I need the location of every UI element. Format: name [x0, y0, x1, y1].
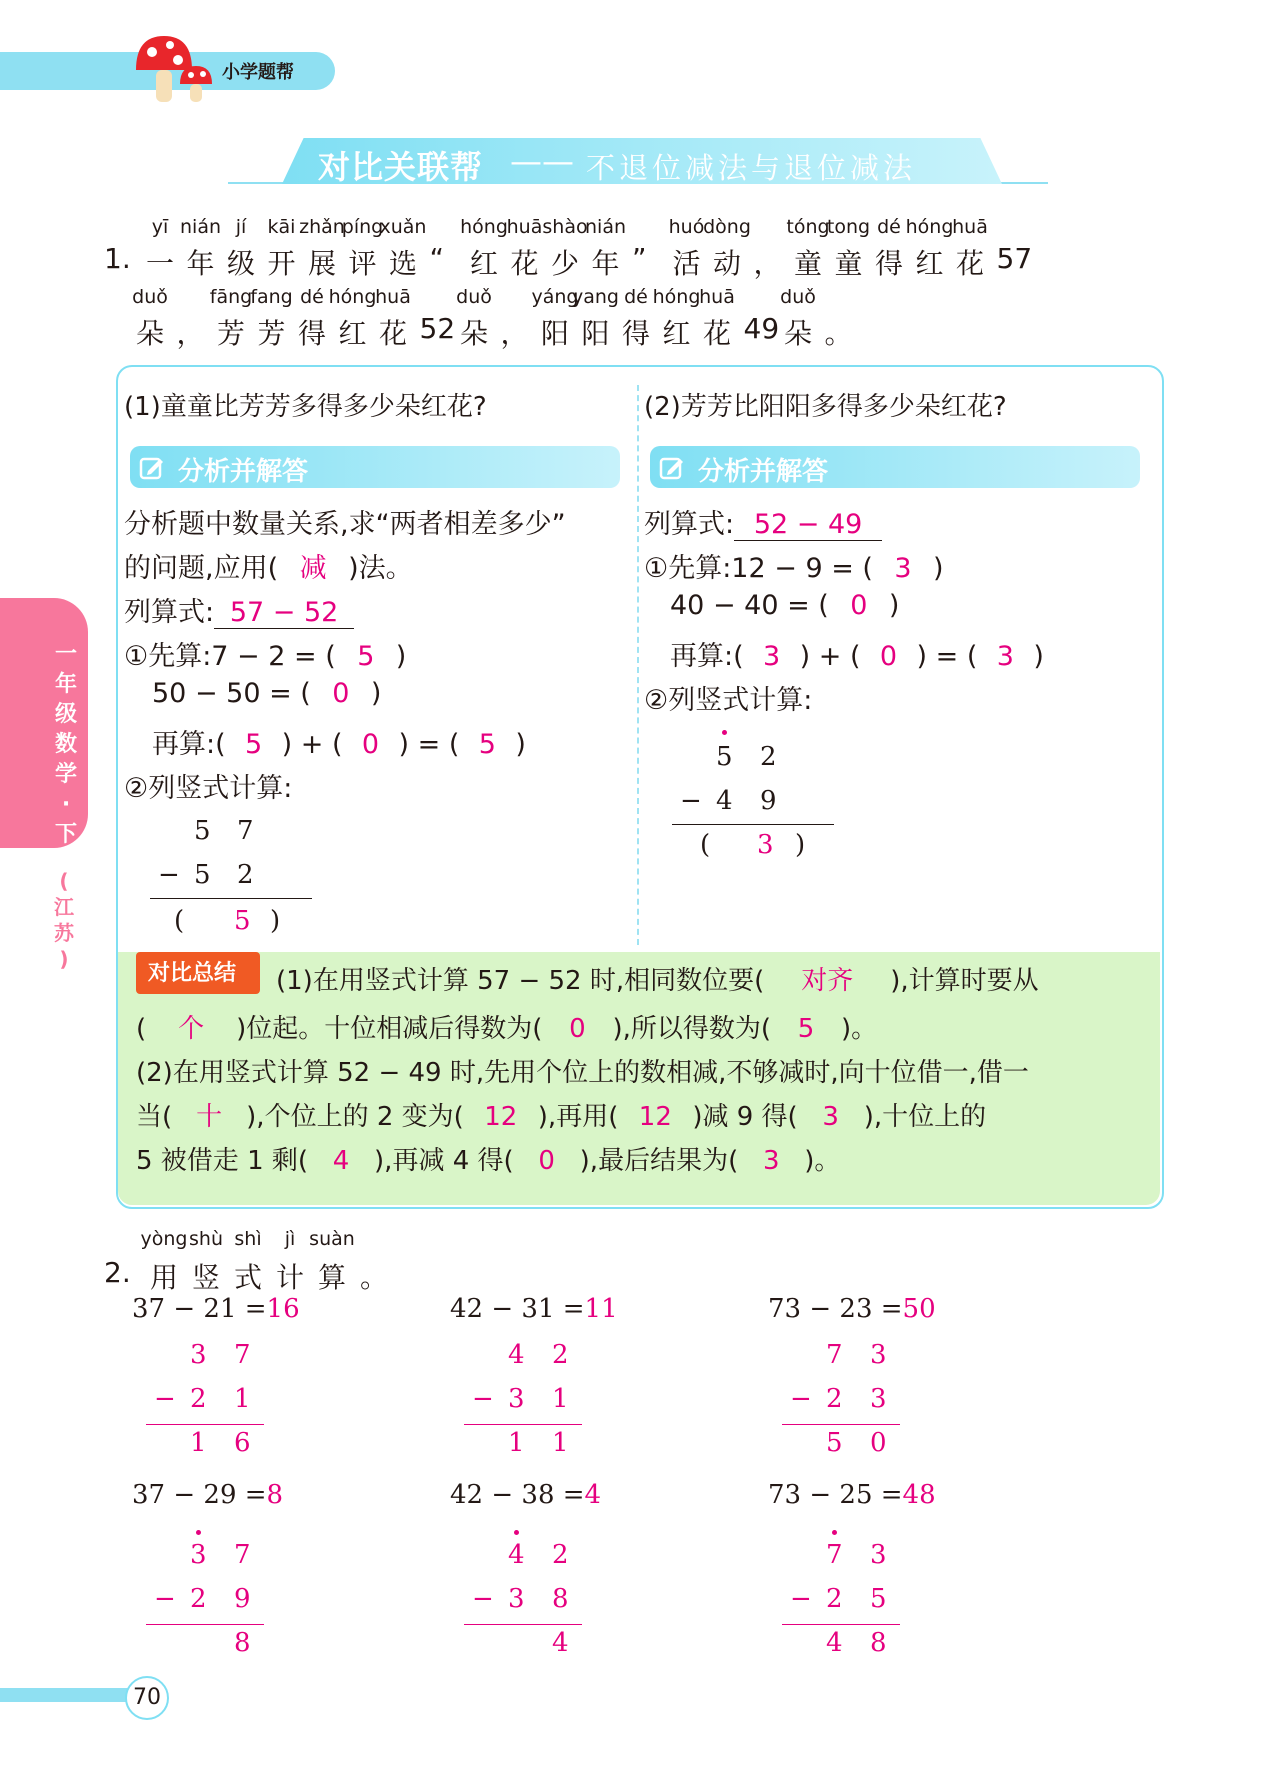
borrow-dot	[722, 730, 727, 735]
v-res-tens: 4	[826, 1628, 843, 1658]
hanzi: 花	[956, 247, 985, 280]
pinyin: huā	[506, 216, 543, 238]
left-band-label: 分析并解答	[178, 457, 309, 487]
expression-text: 42 − 38 =	[450, 1480, 585, 1510]
left-v-open: (	[174, 906, 185, 936]
left-analysis-2: 的问题,应用( 减 )法。	[124, 553, 413, 584]
hanzi: 一	[146, 247, 175, 280]
v-res-tens: 1	[508, 1428, 525, 1458]
side-grade-label	[48, 640, 84, 850]
v-top-ones: 3	[870, 1540, 887, 1570]
borrow-dot	[514, 1530, 519, 1535]
right-then: 再算:( 3 ) + ( 0 ) = ( 3 )	[670, 641, 1044, 672]
hanzi: 朵	[460, 317, 489, 350]
side-char: 一	[54, 642, 77, 667]
pinyin: fang	[250, 286, 293, 308]
hanzi: 开	[267, 247, 296, 280]
pinyin: jí	[235, 216, 247, 238]
expression-text: 42 − 31 =	[450, 1294, 585, 1324]
summary-line-4: 当( 十 ),个位上的 2 变为( 12 ),再用( 12 )减 9 得( 3 ),十位上的	[136, 1102, 987, 1132]
hanzi: 芳	[257, 317, 286, 350]
expression-text: 37 − 21 =	[132, 1294, 267, 1324]
hanzi: 童	[794, 247, 823, 280]
expression-answer: 48	[902, 1480, 936, 1510]
pinyin: tóng	[786, 216, 830, 238]
hanzi: 红	[915, 247, 944, 280]
hanzi: 朵	[784, 317, 813, 350]
problem-expression	[132, 1480, 283, 1510]
hanzi: 年	[186, 247, 215, 280]
v-bot-tens: 3	[508, 1584, 525, 1614]
pinyin: hóng	[905, 216, 954, 238]
hanzi: 用	[150, 1261, 179, 1294]
hanzi: 得	[875, 247, 904, 280]
v-minus: −	[790, 1584, 812, 1614]
right-step2: 40 − 40 = ( 0 )	[670, 590, 900, 621]
v-rule	[464, 1624, 582, 1625]
left-vertical-label: ②列竖式计算:	[124, 773, 293, 804]
left-v-bot-tens: 5	[194, 860, 211, 890]
pinyin: dòng	[703, 216, 751, 238]
pinyin: huā	[375, 286, 411, 308]
left-v-top-ones: 7	[237, 816, 254, 846]
right-v-result: 3	[757, 830, 774, 860]
panel-divider	[637, 385, 639, 945]
v-bot-ones: 9	[234, 1584, 251, 1614]
hanzi: 花	[703, 317, 732, 350]
v-top-ones: 7	[234, 1540, 251, 1570]
side-region-char: 江	[54, 895, 74, 919]
v-rule	[782, 1624, 900, 1625]
page-number: 70	[125, 1676, 169, 1720]
v-top-tens: 7	[826, 1540, 843, 1570]
v-res-tens: 1	[190, 1428, 207, 1458]
pinyin: huā	[699, 286, 735, 308]
edit-icon	[138, 454, 166, 482]
pinyin: huā	[952, 216, 988, 238]
v-minus: −	[472, 1584, 494, 1614]
right-vertical-label: ②列竖式计算:	[644, 685, 813, 716]
v-bot-tens: 3	[508, 1384, 525, 1414]
problem-expression	[768, 1294, 936, 1324]
side-char: 学	[54, 762, 77, 787]
v-top-tens: 7	[826, 1340, 843, 1370]
hanzi: 得	[622, 317, 651, 350]
pinyin: shù	[189, 1228, 223, 1250]
v-res-ones: 4	[552, 1628, 569, 1658]
pinyin: xuǎn	[379, 216, 427, 238]
hanzi: 活	[672, 247, 701, 280]
right-v-top-ones: 2	[760, 742, 777, 772]
pinyin: zhǎn	[299, 216, 345, 238]
hanzi: ，	[500, 317, 529, 350]
pinyin: nián	[584, 216, 627, 238]
side-char: 年	[54, 672, 77, 697]
edit-icon	[658, 454, 686, 482]
summary-line-1: (1)在用竖式计算 57 − 52 时,相同数位要( 对齐 ),计算时要从	[276, 966, 1039, 996]
v-bot-ones: 1	[552, 1384, 569, 1414]
right-v-close: )	[795, 830, 806, 860]
pinyin: píng	[341, 216, 384, 238]
right-step1: ①先算:12 − 9 = ( 3 )	[644, 553, 944, 584]
pinyin: jì	[284, 1228, 296, 1250]
hanzi: 评	[348, 247, 377, 280]
hanzi: 竖	[192, 1261, 221, 1294]
hanzi: 动	[713, 247, 742, 280]
right-v-bot-tens: 4	[716, 786, 733, 816]
q2-number: 2.	[104, 1256, 131, 1289]
left-then: 再算:( 5 ) + ( 0 ) = ( 5 )	[152, 729, 526, 760]
left-v-close: )	[270, 906, 281, 936]
problem-expression	[768, 1480, 936, 1510]
pinyin: yang	[572, 286, 619, 308]
left-v-minus: −	[158, 860, 180, 890]
hanzi: 少	[551, 247, 580, 280]
pinyin: hóng	[328, 286, 377, 308]
pinyin: shì	[234, 1228, 262, 1250]
pinyin: yáng	[531, 286, 579, 308]
v-minus: −	[790, 1384, 812, 1414]
v-top-tens: 4	[508, 1540, 525, 1570]
hanzi: 童	[834, 247, 863, 280]
v-top-tens: 3	[190, 1540, 207, 1570]
expression-answer: 50	[902, 1294, 936, 1324]
hanzi: ”	[632, 242, 647, 275]
pinyin: huó	[668, 216, 705, 238]
pinyin: yòng	[140, 1228, 188, 1250]
v-bot-ones: 3	[870, 1384, 887, 1414]
side-region-char: )	[59, 947, 69, 971]
hanzi: 红	[470, 247, 499, 280]
expression-answer: 8	[266, 1480, 284, 1510]
expression-text: 73 − 25 =	[768, 1480, 903, 1510]
hanzi: 得	[298, 317, 327, 350]
right-v-bot-ones: 9	[760, 786, 777, 816]
pinyin: shào	[542, 216, 588, 238]
v-bot-tens: 2	[826, 1384, 843, 1414]
expression-answer: 4	[584, 1480, 602, 1510]
problem-expression	[450, 1294, 618, 1324]
pinyin: hóng	[460, 216, 508, 238]
pinyin: fāng	[209, 286, 253, 308]
v-bot-ones: 1	[234, 1384, 251, 1414]
hanzi: ，	[176, 317, 205, 350]
right-v-rule	[672, 824, 834, 825]
hanzi: 花	[510, 247, 539, 280]
pinyin: nián	[179, 216, 222, 238]
v-top-ones: 7	[234, 1340, 251, 1370]
side-region-label	[46, 868, 82, 972]
v-rule	[464, 1424, 582, 1425]
v-bot-tens: 2	[190, 1384, 207, 1414]
v-top-tens: 4	[508, 1340, 525, 1370]
hanzi: 。	[824, 317, 853, 350]
hanzi: 级	[227, 247, 256, 280]
summary-line-3: (2)在用竖式计算 52 − 49 时,先用个位上的数相减,不够减时,向十位借一,借一	[136, 1058, 1029, 1088]
v-res-ones: 8	[234, 1628, 251, 1658]
v-bot-ones: 8	[552, 1584, 569, 1614]
pinyin: kāi	[267, 216, 296, 238]
hanzi: 49	[743, 312, 780, 345]
right-formula: 列算式: 52 − 49	[644, 502, 882, 541]
q1-number: 1.	[104, 242, 131, 275]
pinyin: hóng	[652, 286, 701, 308]
side-char: ·	[61, 792, 71, 817]
title-dash: ——	[510, 142, 574, 180]
hanzi: 红	[662, 317, 691, 350]
v-top-ones: 3	[870, 1340, 887, 1370]
problem-expression	[132, 1294, 300, 1324]
borrow-dot	[832, 1530, 837, 1535]
v-rule	[146, 1424, 264, 1425]
v-rule	[146, 1624, 264, 1625]
hanzi: 花	[379, 317, 408, 350]
pinyin: duǒ	[456, 286, 492, 308]
side-char: 下	[54, 822, 77, 847]
pinyin: duǒ	[132, 286, 168, 308]
hanzi: 计	[276, 1261, 305, 1294]
borrow-dot	[196, 1530, 201, 1535]
hanzi: 朵	[136, 317, 165, 350]
left-v-bot-ones: 2	[237, 860, 254, 890]
expression-text: 37 − 29 =	[132, 1480, 267, 1510]
pinyin: dé	[300, 286, 324, 308]
brand-label: 小学题帮	[222, 62, 294, 83]
right-question: (2)芳芳比阳阳多得多少朵红花?	[644, 392, 1007, 422]
pinyin: dé	[877, 216, 901, 238]
left-question: (1)童童比芳芳多得多少朵红花?	[124, 392, 487, 422]
side-region-char: (	[59, 869, 69, 893]
v-res-ones: 1	[552, 1428, 569, 1458]
pinyin: tong	[826, 216, 871, 238]
v-res-ones: 8	[870, 1628, 887, 1658]
hanzi: 年	[591, 247, 620, 280]
pinyin: yī	[151, 216, 169, 238]
v-res-tens: 5	[826, 1428, 843, 1458]
left-analysis-1: 分析题中数量关系,求“两者相差多少”	[124, 509, 566, 540]
right-v-minus: −	[680, 786, 702, 816]
hanzi: 选	[389, 247, 418, 280]
side-char: 数	[54, 732, 77, 757]
hanzi: ，	[753, 247, 782, 280]
title-sub: 不退位减法与退位减法	[586, 151, 917, 185]
pinyin: duǒ	[780, 286, 816, 308]
side-char: 级	[54, 702, 77, 727]
hanzi: “	[429, 242, 445, 275]
title-main: 对比关联帮	[318, 148, 484, 186]
expression-text: 73 − 23 =	[768, 1294, 903, 1324]
v-res-ones: 6	[234, 1428, 251, 1458]
hanzi: 57	[996, 242, 1033, 275]
hanzi: 。	[360, 1261, 389, 1294]
right-band-label: 分析并解答	[698, 457, 829, 487]
left-step2: 50 − 50 = ( 0 )	[152, 678, 382, 709]
hanzi: 阳	[581, 317, 610, 350]
pinyin: suàn	[309, 1228, 355, 1250]
hanzi: 阳	[541, 317, 570, 350]
left-v-rule	[150, 898, 312, 899]
v-res-ones: 0	[870, 1428, 887, 1458]
hanzi: 红	[338, 317, 367, 350]
left-step1: ①先算:7 − 2 = ( 5 )	[124, 641, 407, 672]
v-bot-tens: 2	[190, 1584, 207, 1614]
problem-expression	[450, 1480, 601, 1510]
summary-line-2: ( 个 )位起。十位相减后得数为( 0 ),所以得数为( 5 )。	[136, 1014, 878, 1044]
left-v-top-tens: 5	[194, 816, 211, 846]
hanzi: 芳	[217, 317, 246, 350]
expression-answer: 16	[266, 1294, 300, 1324]
v-bot-ones: 5	[870, 1584, 887, 1614]
summary-tag-label: 对比总结	[148, 961, 237, 986]
page-bar	[0, 1688, 140, 1702]
v-minus: −	[154, 1384, 176, 1414]
hanzi: 算	[318, 1261, 347, 1294]
expression-answer: 11	[584, 1294, 618, 1324]
right-v-top-tens: 5	[716, 742, 733, 772]
v-top-ones: 2	[552, 1540, 569, 1570]
left-formula: 列算式: 57 − 52	[124, 590, 354, 629]
v-bot-tens: 2	[826, 1584, 843, 1614]
hanzi: 式	[234, 1261, 263, 1294]
side-region-char: 苏	[54, 921, 74, 945]
hanzi: 52	[419, 312, 456, 345]
v-minus: −	[472, 1384, 494, 1414]
summary-line-5: 5 被借走 1 剩( 4 ),再减 4 得( 0 ),最后结果为( 3 )。	[136, 1146, 841, 1176]
hanzi: 展	[308, 247, 337, 280]
right-v-open: (	[700, 830, 711, 860]
v-rule	[782, 1424, 900, 1425]
v-minus: −	[154, 1584, 176, 1614]
v-top-ones: 2	[552, 1340, 569, 1370]
mushroom-icon	[128, 30, 228, 106]
pinyin: dé	[624, 286, 648, 308]
left-v-result: 5	[234, 906, 251, 936]
v-top-tens: 3	[190, 1340, 207, 1370]
